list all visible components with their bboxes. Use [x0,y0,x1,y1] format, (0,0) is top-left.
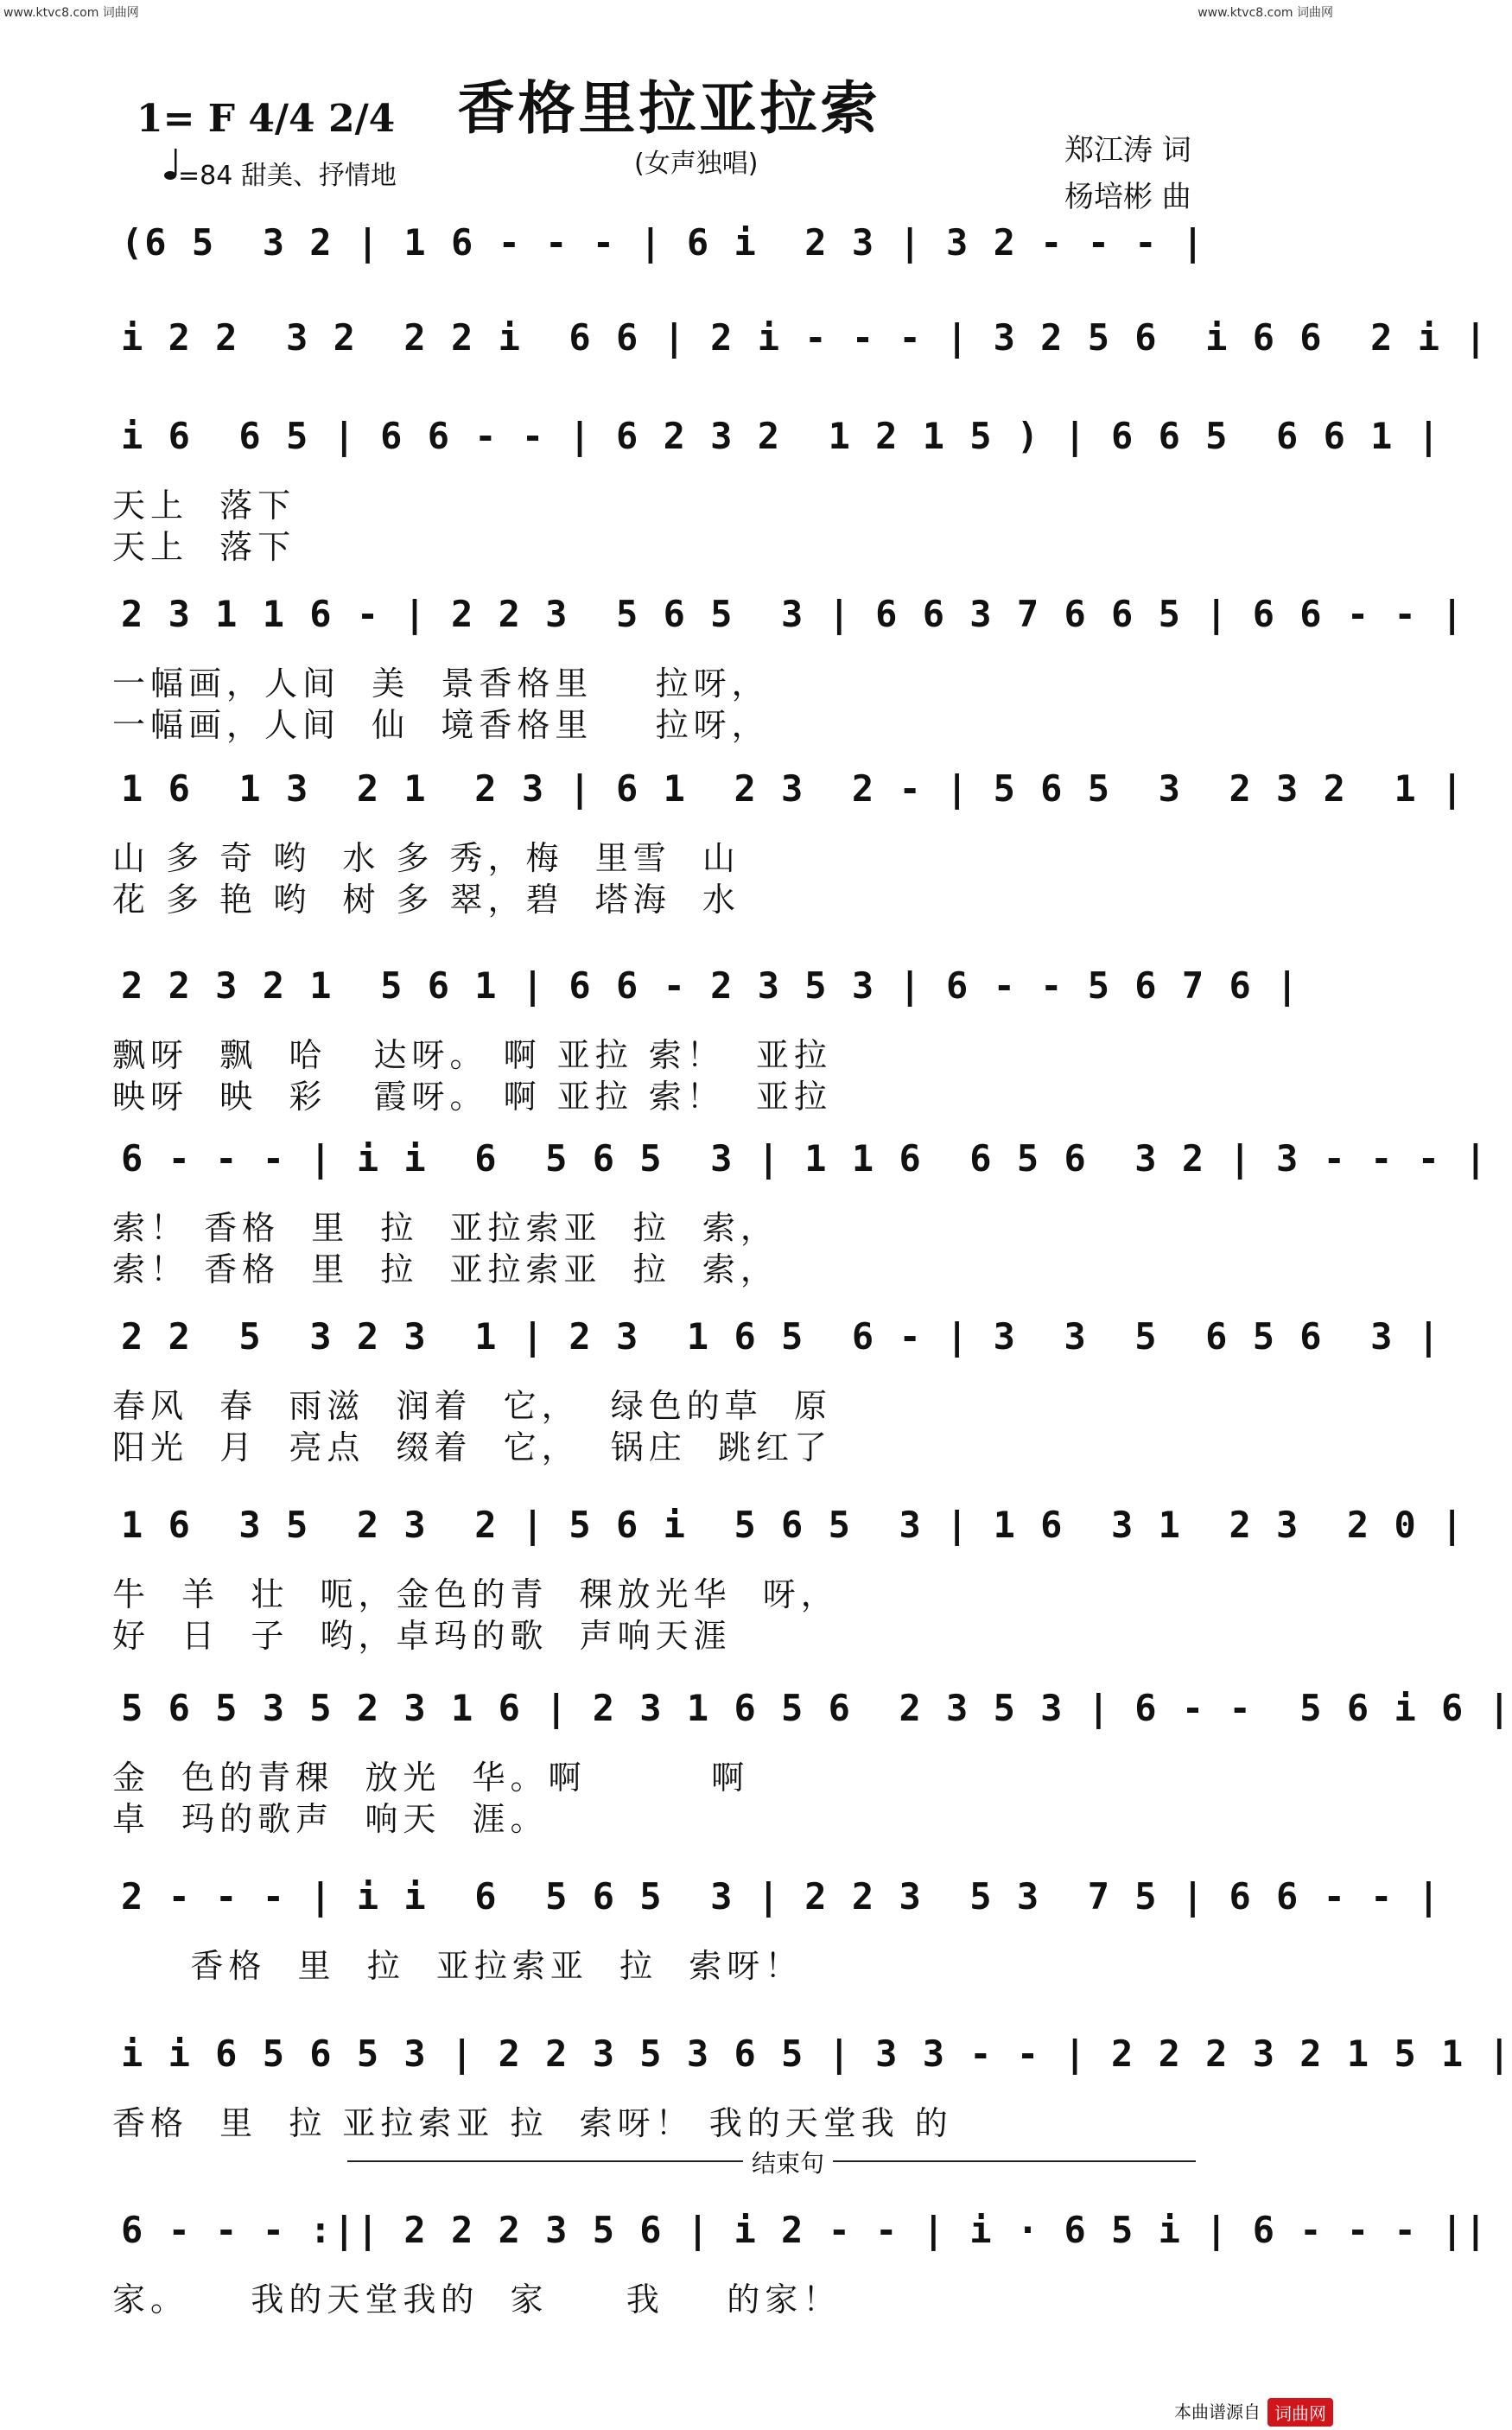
lyric-line: 香格 里 拉 亚拉索亚 拉 索呀！ 我的天堂我 的 [112,2104,953,2142]
notation-line: 5 6 5 3 5 2 3 1 6 | 2 3 1 6 5 6 2 3 5 3 | 6 - - 5 6 i 6 | [121,1687,1512,1729]
lyric-line: 索！ 香格 里 拉 亚拉索亚 拉 索， [112,1250,778,1288]
notation-line: 2 2 3 2 1 5 6 1 | 6 6 - 2 3 5 3 | 6 - - 5 6 7 6 | [121,964,1300,1007]
lyricist-credit: 郑江涛 词 [1064,133,1191,168]
footer-logo[interactable]: 词曲网 [1267,2398,1333,2427]
lyric-line: 天上 落下 [112,528,296,566]
notation-line: i 6 6 5 | 6 6 - - | 6 2 3 2 1 2 1 5 ) | 6 6 5 6 6 1 | [121,415,1442,457]
lyric-line: 映呀 映 彩 霞呀。 啊 亚拉 索！ 亚拉 [112,1078,832,1116]
notation-line: 6 - - - :|| 2 2 2 3 5 6 | i 2 - - | i · 6 5 i | 6 - - - || [121,2209,1489,2251]
lyric-line: 一幅画，人间 仙 境香格里 拉呀， [112,706,770,744]
header-url-left[interactable]: www.ktvc8.com 词曲网 [3,6,139,20]
notation-line: 1 6 3 5 2 3 2 | 5 6 i 5 6 5 3 | 1 6 3 1 2 3 2 0 | [121,1504,1465,1546]
lyric-line: 山 多 奇 哟 水 多 秀，梅 里雪 山 [112,839,740,877]
key-signature: 1= F 4/4 2/4 [137,97,396,141]
lyric-line: 一幅画，人间 美 景香格里 拉呀， [112,665,770,703]
lyric-line: 天上 落下 [112,487,296,525]
notation-line: 2 3 1 1 6 - | 2 2 3 5 6 5 3 | 6 6 3 7 6 6 5 | 6 6 - - | [121,593,1465,635]
footer-note: 本曲谱源自 [1174,2401,1261,2422]
lyric-line: 索！ 香格 里 拉 亚拉索亚 拉 索， [112,1209,778,1247]
header-url-right[interactable]: www.ktvc8.com 词曲网 [1198,6,1333,20]
lyric-line: 牛 羊 壮 呃，金色的青 稞放光华 呀， [112,1575,839,1613]
lyric-line: 花 多 艳 哟 树 多 翠，碧 塔海 水 [112,881,740,919]
lyric-line: 好 日 子 哟，卓玛的歌 声响天涯 [112,1617,732,1655]
notation-line: 2 2 5 3 2 3 1 | 2 3 1 6 5 6 - | 3 3 5 6 5 6 3 | [121,1315,1442,1358]
notation-line: 6 - - - | i i 6 5 6 5 3 | 1 1 6 6 5 6 3 2 | 3 - - - | [121,1137,1489,1180]
notation-line: i i 6 5 6 5 3 | 2 2 3 5 3 6 5 | 3 3 - - | 2 2 2 3 2 1 5 1 | [121,2032,1512,2075]
notation-line: 2 - - - | i i 6 5 6 5 3 | 2 2 3 5 3 7 5 | 6 6 - - | [121,1875,1442,1918]
tempo-marking: =84 甜美、抒情地 [178,161,397,191]
lyric-line: 飘呀 飘 哈 达呀。 啊 亚拉 索！ 亚拉 [112,1036,832,1074]
composer-credit: 杨培彬 曲 [1064,180,1191,214]
ending-label: 结束句 [743,2145,833,2179]
song-title: 香格里拉亚拉索 [457,75,881,142]
lyric-line: 金 色的青稞 放光 华。啊 啊 [112,1759,750,1797]
song-subtitle: (女声独唱) [634,149,759,179]
quarter-note-icon [164,147,178,181]
lyric-line: 香格 里 拉 亚拉索亚 拉 索呀！ [112,1947,804,1985]
lyric-line: 阳光 月 亮点 缀着 它， 锅庄 跳红了 [112,1428,832,1466]
lyric-line: 家。 我的天堂我的 家 我 的家！ [112,2281,842,2319]
notation-line: 1 6 1 3 2 1 2 3 | 6 1 2 3 2 - | 5 6 5 3 2 3 2 1 | [121,767,1465,810]
notation-line: (6 5 3 2 | 1 6 - - - | 6 i 2 3 | 3 2 - - - | [121,221,1206,264]
lyric-line: 卓 玛的歌声 响天 涯。 [112,1800,549,1838]
lyric-line: 春风 春 雨滋 润着 它， 绿色的草 原 [112,1387,832,1425]
notation-line: i 2 2 3 2 2 2 i 6 6 | 2 i - - - | 3 2 5 6 i 6 6 2 i | [121,316,1489,359]
